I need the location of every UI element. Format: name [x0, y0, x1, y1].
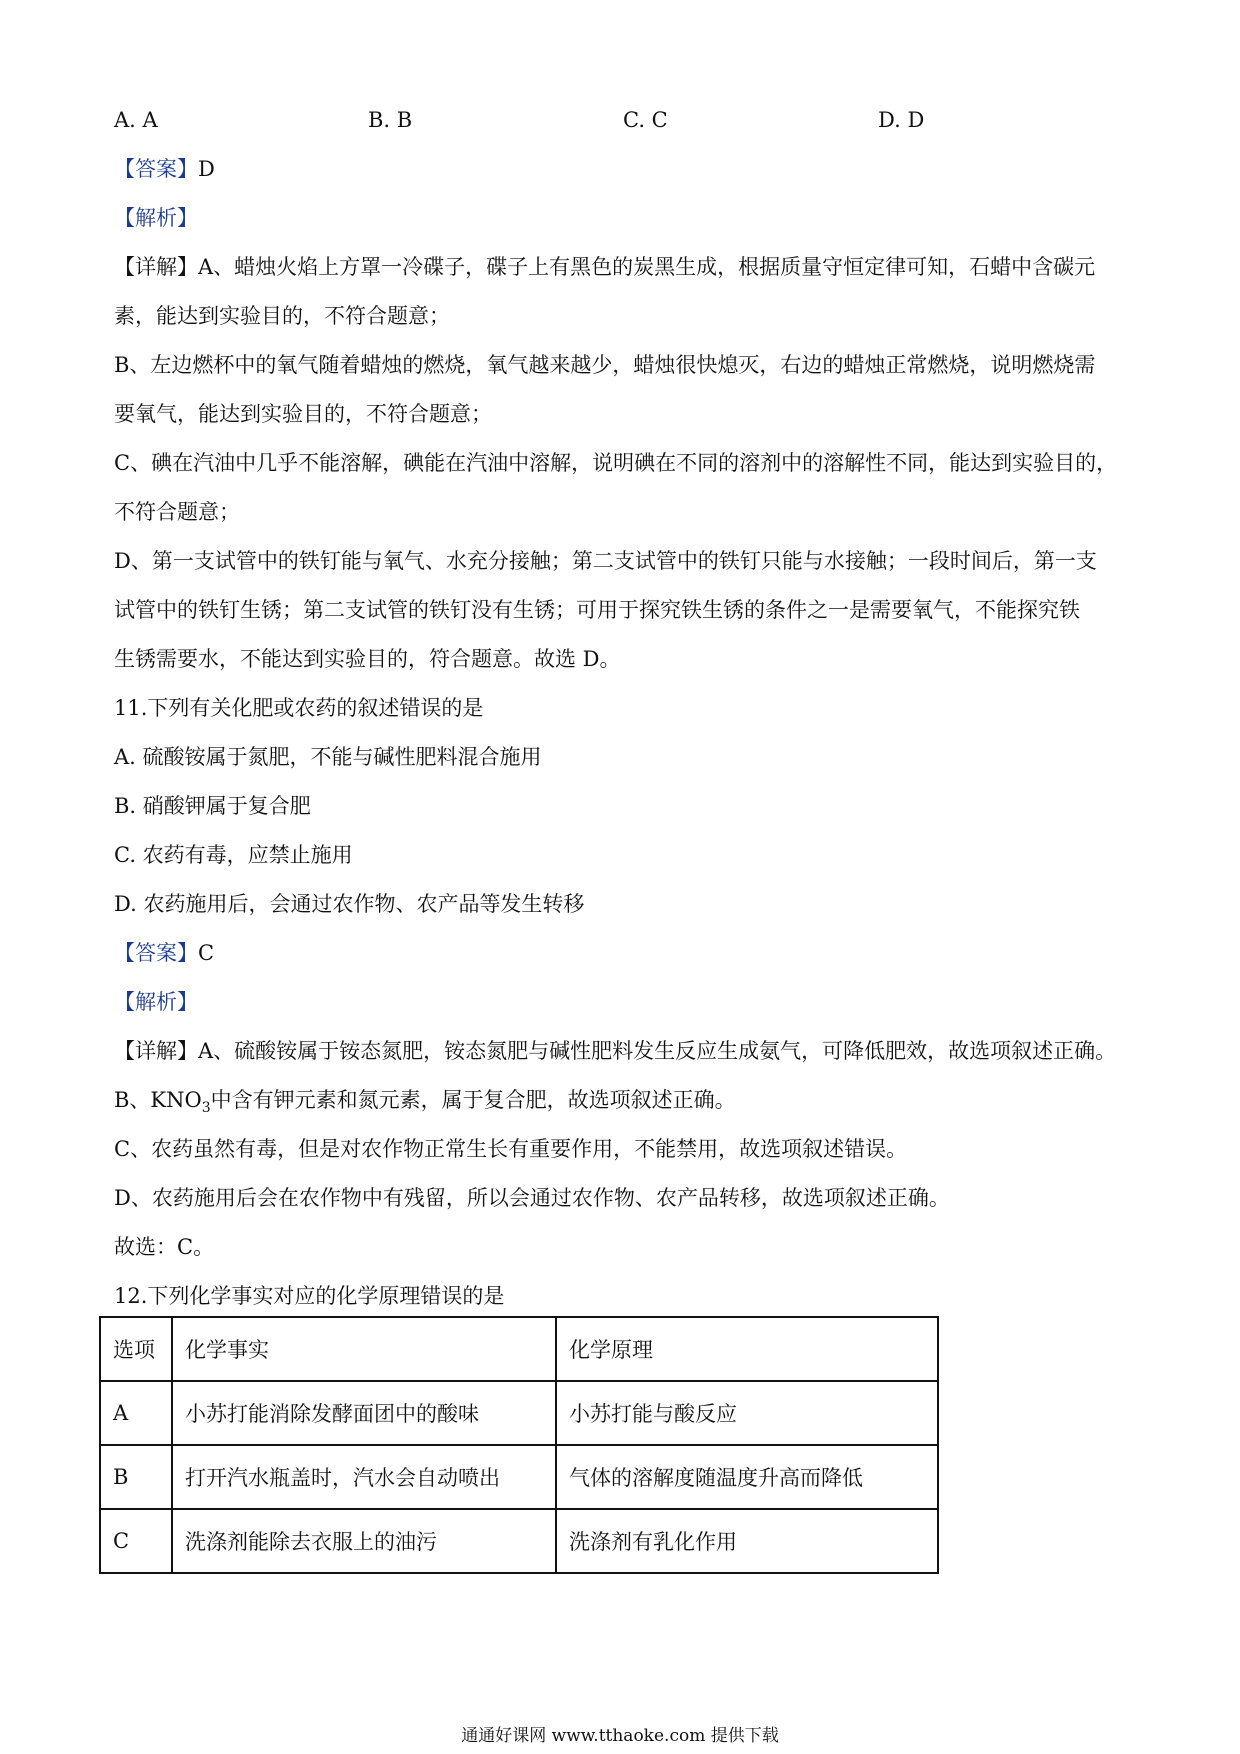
- q10-answer: [114, 154, 1134, 184]
- q10-detail-line: B、左边燃杯中的氧气随着蜡烛的燃烧，氧气越来越少，蜡烛很快熄灭，右边的蜡烛正常燃烧，说明燃烧需: [114, 353, 1096, 377]
- answer-label: 【答案】: [114, 157, 198, 181]
- q11-detail-line-c: C、农药虽然有毒，但是对农作物正常生长有重要作用，不能禁用，故选项叙述错误。: [114, 1137, 908, 1161]
- table-row: [100, 1445, 938, 1509]
- table-header-row: [100, 1317, 938, 1381]
- formula-text: B、KNO: [114, 1088, 202, 1112]
- q11-question: 11.下列有关化肥或农药的叙述错误的是: [114, 696, 484, 720]
- q10-detail-line: 要氧气，能达到实验目的，不符合题意；: [114, 402, 492, 426]
- answer-value: D: [198, 157, 215, 181]
- table-header-cell: 化学事实: [172, 1317, 556, 1381]
- q11-detail-line-d: D、农药施用后会在农作物中有残留，所以会通过农作物、农产品转移，故选项叙述正确。: [114, 1186, 950, 1210]
- detail-text: 中含有钾元素和氮元素，属于复合肥，故选项叙述正确。: [210, 1088, 736, 1112]
- table-cell: A: [100, 1381, 172, 1445]
- q11-answer: [114, 938, 1134, 968]
- table-row: [100, 1381, 938, 1445]
- q12-question: 12.下列化学事实对应的化学原理错误的是: [114, 1284, 505, 1308]
- table-cell: 小苏打能与酸反应: [556, 1381, 938, 1445]
- q10-detail-line: [114, 252, 1134, 282]
- q11-option-d: D. 农药施用后，会通过农作物、农产品等发生转移: [114, 892, 585, 916]
- table-header-cell: 化学原理: [556, 1317, 938, 1381]
- detail-label: 【详解】: [114, 1039, 198, 1063]
- detail-text: A、蜡烛火焰上方罩一冷碟子，碟子上有黑色的炭黑生成，根据质量守恒定律可知，石蜡中含碳元: [198, 255, 1096, 279]
- q11-analysis-label: [114, 987, 1134, 1017]
- q11-detail-line-b: [114, 1085, 1134, 1115]
- analysis-label: 【解析】: [114, 206, 198, 230]
- formula-subscript: 3: [201, 1100, 211, 1117]
- page-footer: 通通好课网 www.tthaoke.com 提供下载: [461, 1726, 779, 1746]
- q10-detail-line: 不符合题意；: [114, 500, 240, 524]
- q10-detail-line: 生锈需要水，不能达到实验目的，符合题意。故选 D。: [114, 647, 621, 671]
- q10-option-c: C. C: [623, 108, 668, 132]
- table-header-cell: 选项: [100, 1317, 172, 1381]
- q11-option-a: A. 硫酸铵属于氮肥，不能与碱性肥料混合施用: [114, 745, 542, 769]
- q10-detail-line: 素，能达到实验目的，不符合题意；: [114, 304, 450, 328]
- q10-analysis-label: [114, 203, 1134, 233]
- q10-option-a: A. A: [114, 108, 158, 132]
- q10-detail-line: D、第一支试管中的铁钉能与氧气、水充分接触；第二支试管中的铁钉只能与水接触；一段时间后，第一支: [114, 549, 1097, 573]
- table-cell: 气体的溶解度随温度升高而降低: [556, 1445, 938, 1509]
- detail-label: 【详解】: [114, 255, 198, 279]
- q12-table: [99, 1316, 939, 1574]
- q10-option-b: B. B: [368, 108, 413, 132]
- answer-value: C: [198, 941, 215, 965]
- table-cell: B: [100, 1445, 172, 1509]
- table-cell: 小苏打能消除发酵面团中的酸味: [172, 1381, 556, 1445]
- analysis-label: 【解析】: [114, 990, 198, 1014]
- table-cell: 洗涤剂能除去衣服上的油污: [172, 1509, 556, 1573]
- table-cell: 打开汽水瓶盖时，汽水会自动喷出: [172, 1445, 556, 1509]
- q10-detail-line: 试管中的铁钉生锈；第二支试管的铁钉没有生锈；可用于探究铁生锈的条件之一是需要氧气，不能探究铁: [114, 598, 1080, 622]
- q11-option-b: B. 硝酸钾属于复合肥: [114, 794, 311, 818]
- answer-label: 【答案】: [114, 941, 198, 965]
- table-row: [100, 1509, 938, 1573]
- q11-option-c: C. 农药有毒，应禁止施用: [114, 843, 353, 867]
- q10-detail-line: C、碘在汽油中几乎不能溶解，碘能在汽油中溶解，说明碘在不同的溶剂中的溶解性不同，能达到实验目的，: [114, 451, 1118, 475]
- table-cell: 洗涤剂有乳化作用: [556, 1509, 938, 1573]
- detail-text: A、硫酸铵属于铵态氮肥，铵态氮肥与碱性肥料发生反应生成氨气，可降低肥效，故选项叙述正确。: [198, 1039, 1117, 1063]
- q10-option-d: D. D: [878, 108, 925, 132]
- q11-detail-line: [114, 1036, 1134, 1066]
- q11-conclusion: 故选：C。: [114, 1235, 215, 1259]
- table-cell: C: [100, 1509, 172, 1573]
